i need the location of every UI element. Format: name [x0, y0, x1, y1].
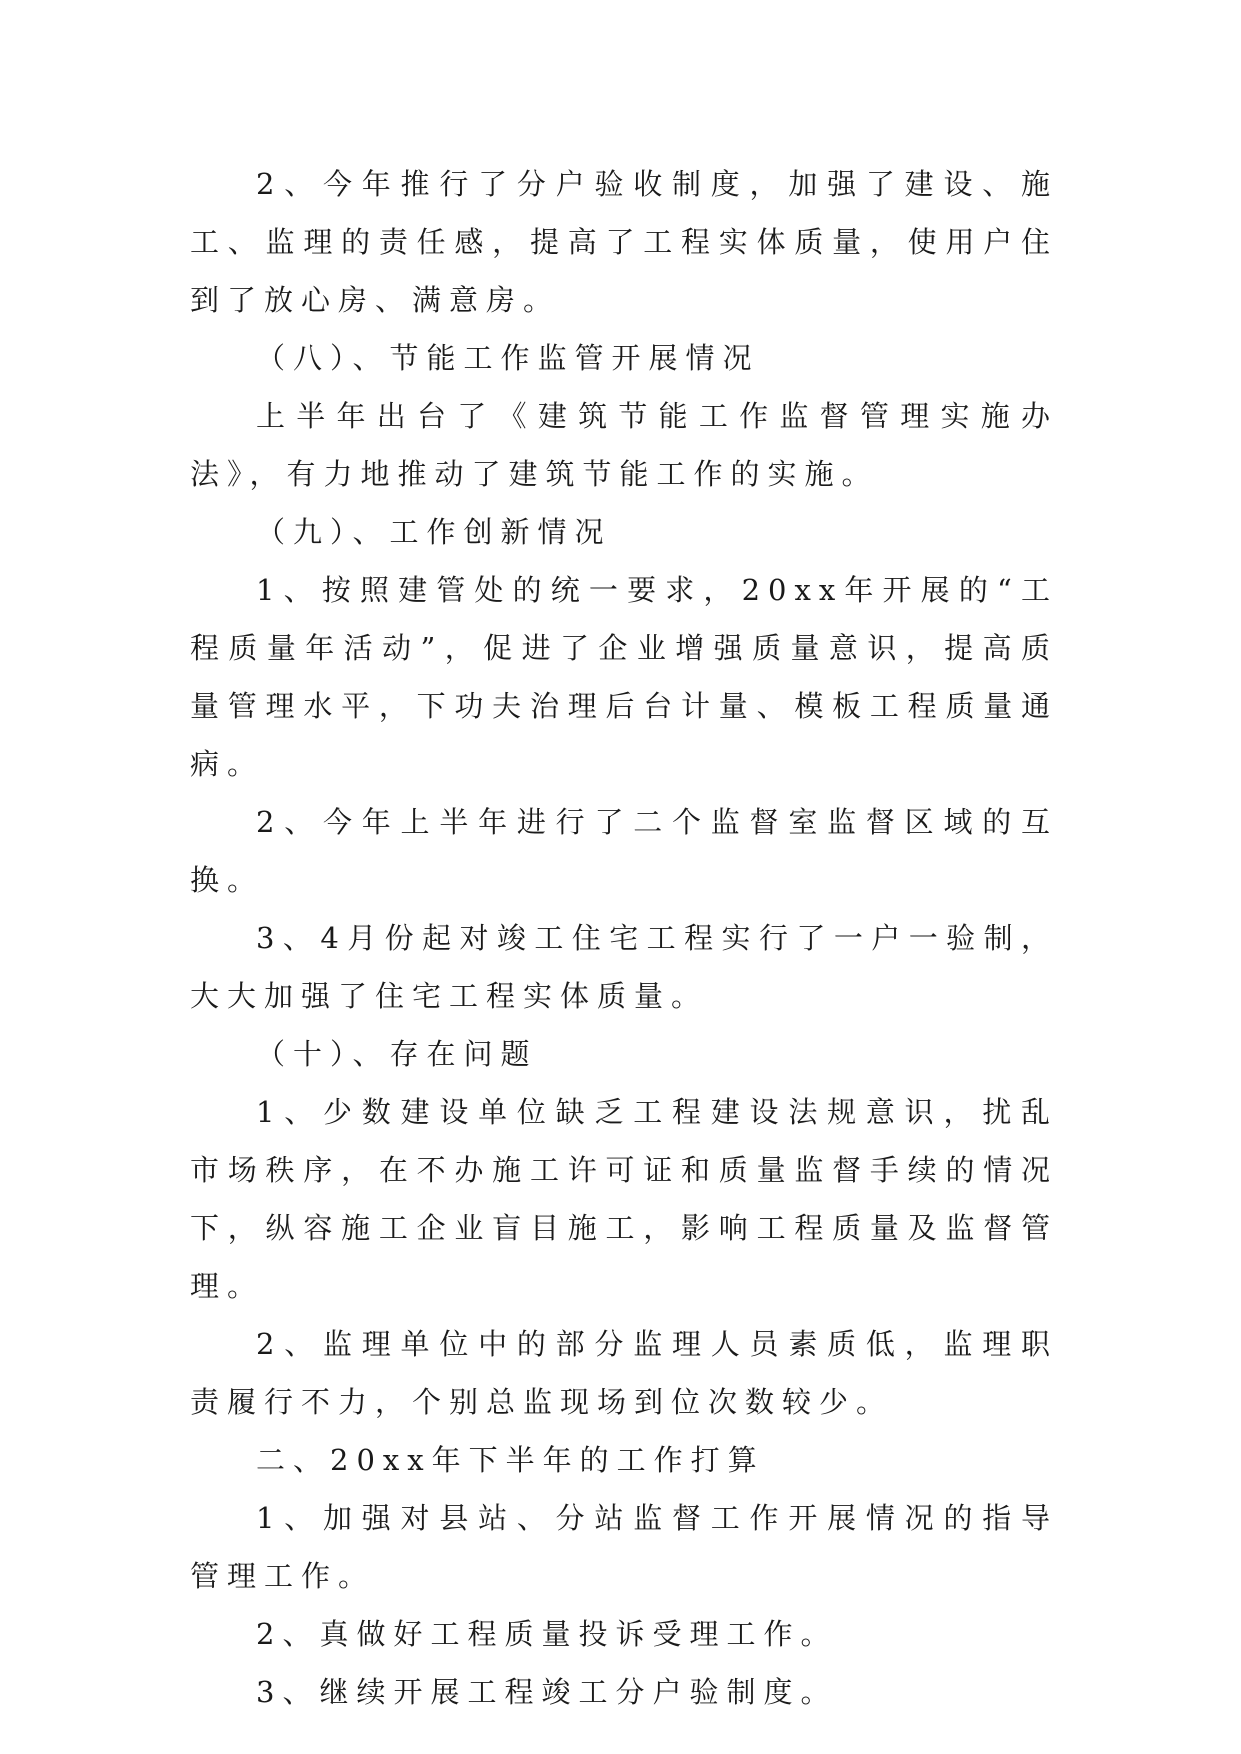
- paragraph-problem-supervisors: 2、监理单位中的部分监理人员素质低，监理职责履行不力，个别总监现场到位次数较少。: [190, 1327, 1058, 1419]
- section-heading-problems: （十）、存在问题: [256, 1037, 538, 1071]
- paragraph-quality-year: 1、按照建管处的统一要求，20xx年开展的“工程质量年活动”，促进了企业增强质量意识，提高质量管理水平，下功夫治理后台计量、模板工程质量通病。: [190, 573, 1058, 781]
- paragraph-plan-acceptance: 3、继续开展工程竣工分户验制度。: [256, 1675, 838, 1709]
- paragraph-unit-inspection: 3、4月份起对竣工住宅工程实行了一户一验制，大大加强了住宅工程实体质量。: [190, 921, 1058, 1013]
- paragraph-energy-saving: 上半年出台了《建筑节能工作监督管理实施办法》，有力地推动了建筑节能工作的实施。: [190, 399, 1058, 491]
- section-heading-energy-saving: （八）、节能工作监管开展情况: [256, 341, 760, 375]
- section-heading-second-half-plan: 二、20xx年下半年的工作打算: [256, 1443, 765, 1477]
- paragraph-region-exchange: 2、今年上半年进行了二个监督室监督区域的互换。: [190, 805, 1058, 897]
- paragraph-plan-guidance: 1、加强对县站、分站监督工作开展情况的指导管理工作。: [190, 1501, 1058, 1593]
- document-body: [190, 155, 1058, 1721]
- paragraph-quality-acceptance: 2、今年推行了分户验收制度，加强了建设、施工、监理的责任感，提高了工程实体质量，使用户住到了放心房、满意房。: [190, 167, 1058, 317]
- paragraph-problem-construction-units: 1、少数建设单位缺乏工程建设法规意识，扰乱市场秩序，在不办施工许可证和质量监督手续的情况下，纵容施工企业盲目施工，影响工程质量及监督管理。: [190, 1095, 1058, 1303]
- paragraph-plan-complaints: 2、真做好工程质量投诉受理工作。: [256, 1617, 838, 1651]
- section-heading-innovation: （九）、工作创新情况: [256, 515, 612, 549]
